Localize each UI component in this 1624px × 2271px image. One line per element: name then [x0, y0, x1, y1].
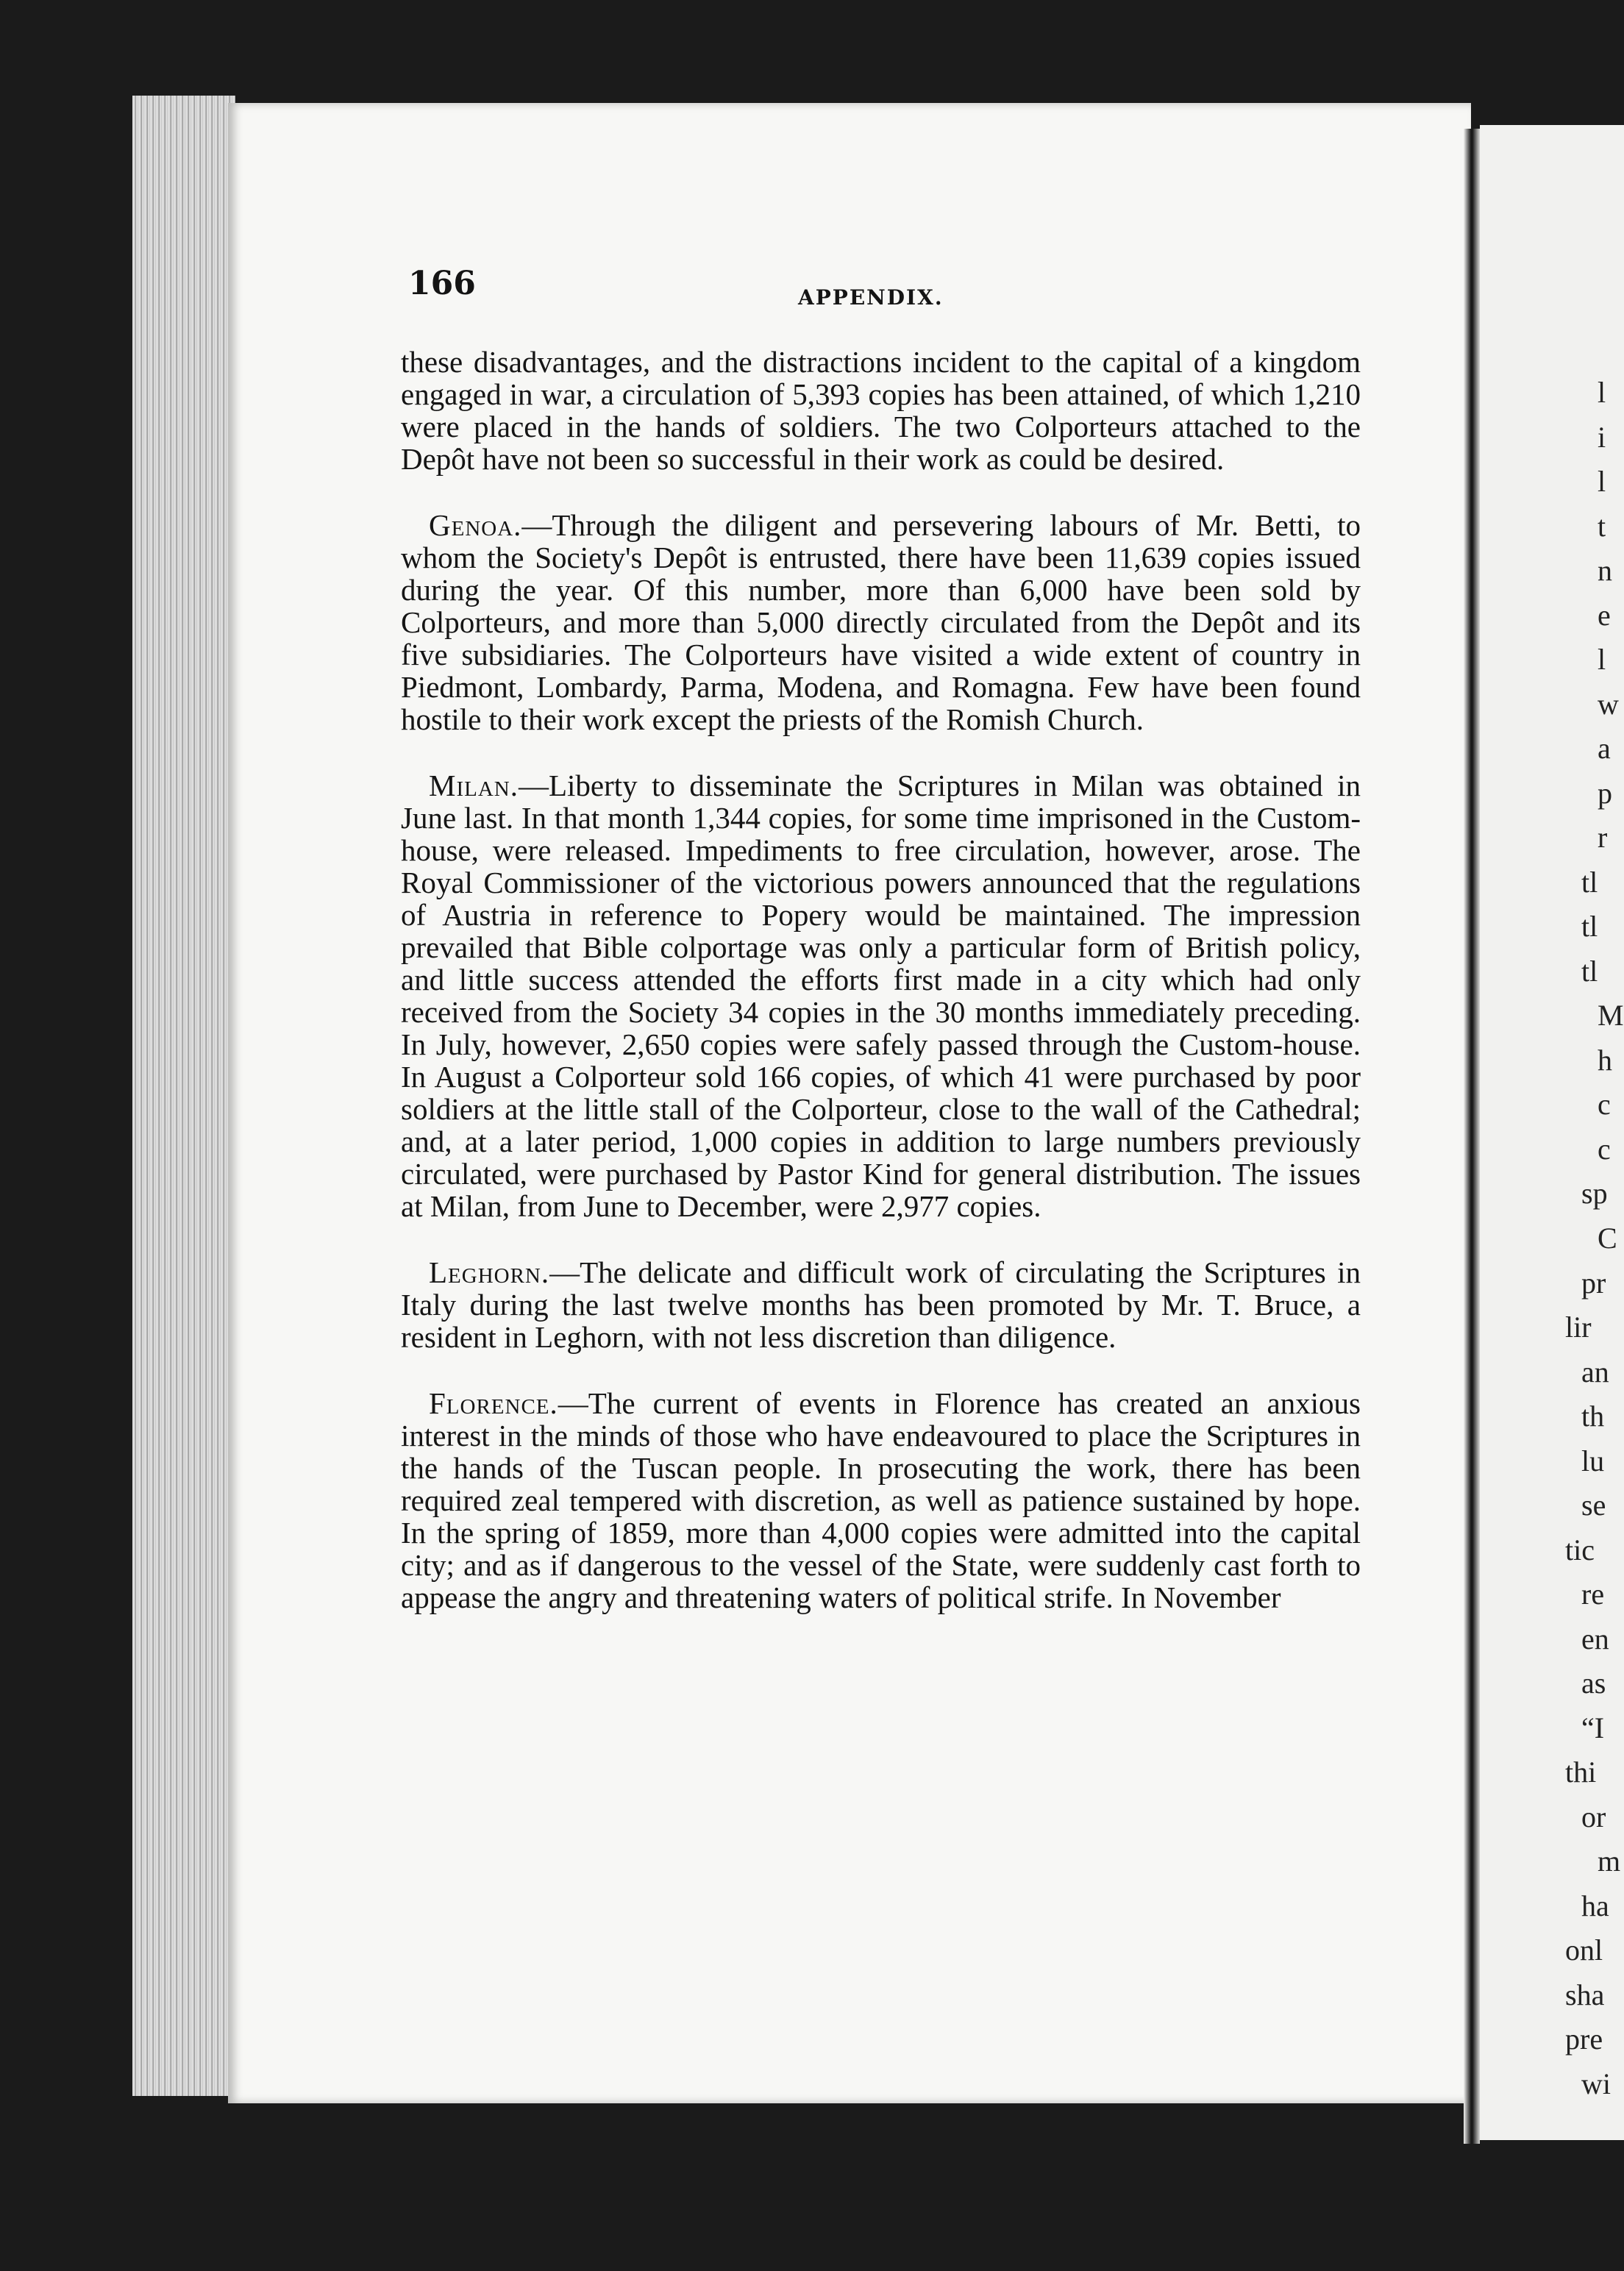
facing-page-fragment: lir: [1565, 1311, 1592, 1344]
facing-page-fragment: l: [1598, 465, 1606, 498]
facing-page-fragment: “I: [1581, 1711, 1605, 1744]
book-gutter: [1464, 129, 1480, 2144]
facing-page-fragment: n: [1598, 554, 1612, 587]
page-stack-edge: [132, 96, 235, 2096]
facing-page-fragment: l: [1598, 376, 1606, 409]
facing-page-fragment: sha: [1565, 1978, 1605, 2011]
facing-page-fragment: onl: [1565, 1933, 1603, 1967]
page-number: 166: [408, 265, 476, 302]
paragraph-text: —Through the diligent and persevering labours of Mr. Betti, to whom the Society's Depôt is entrusted, there have been 11,639 copies issued during the year. Of this number, more than 6,000 have been sold by Colporteurs, and more than 5,000 directly circulated from the Depôt and its five subsidiaries. The Colporteurs have visited a wide extent of country in Piedmont, Lombardy, Parma, Modena, and Romagna. Few have been found hostile to their work except the priests of the Romish Church.: [401, 508, 1361, 736]
facing-page-fragment: c: [1598, 1133, 1611, 1166]
facing-page-fragment: en: [1581, 1622, 1609, 1655]
page-header: [408, 265, 1364, 324]
facing-page-fragment: tic: [1565, 1533, 1595, 1566]
facing-page-fragment: r: [1598, 821, 1608, 854]
facing-page-fragment: tl: [1581, 910, 1598, 943]
paragraph-lead: Genoa.: [429, 508, 522, 542]
facing-page-fragment: p: [1598, 777, 1612, 810]
facing-page-fragment: tl: [1581, 955, 1598, 988]
facing-page-fragment: t: [1598, 510, 1606, 543]
paragraph: [401, 769, 1361, 1222]
running-head: APPENDIX.: [798, 285, 944, 310]
facing-page-fragment: pre: [1565, 2022, 1603, 2056]
facing-page-fragment: th: [1581, 1400, 1605, 1433]
paragraph: [401, 1256, 1361, 1353]
facing-page-fragment: re: [1581, 1577, 1605, 1611]
paragraph-text: these disadvantages, and the distractions incident to the capital of a kingdom engaged in war, a circulation of 5,393 copies has been attained, of which 1,210 were placed in the hands of soldiers. The two Colporteurs attached to the Depôt have not been so successful in their work as could be desired.: [401, 345, 1361, 476]
paragraph: [401, 509, 1361, 735]
facing-page-fragment: or: [1581, 1800, 1606, 1833]
facing-page-fragment: pr: [1581, 1266, 1606, 1300]
facing-page-fragment: i: [1598, 421, 1606, 454]
paragraph-lead: Florence.: [429, 1386, 558, 1420]
paragraph-lead: Leghorn.: [429, 1255, 550, 1289]
body-text: [401, 346, 1361, 1647]
paragraph-text: —The delicate and difficult work of circulating the Scriptures in Italy during the last twelve months has been promoted by Mr. T. Bruce, a resident in Leghorn, with not less discretion than diligence.: [401, 1255, 1361, 1354]
facing-page-fragment: ha: [1581, 1889, 1609, 1922]
facing-page-fragment: M: [1598, 999, 1624, 1032]
facing-page-fragment: w: [1598, 688, 1619, 721]
facing-page-fragment: tl: [1581, 866, 1598, 899]
facing-page-fragment: l: [1598, 643, 1606, 676]
facing-page-fragment: wi: [1581, 2067, 1611, 2100]
facing-page-fragment: an: [1581, 1355, 1609, 1388]
facing-page-fragment: h: [1598, 1044, 1612, 1077]
facing-page-fragment: m: [1598, 1844, 1621, 1878]
facing-page-fragment: e: [1598, 599, 1611, 632]
paragraph-text: —Liberty to disseminate the Scriptures in Milan was obtained in June last. In that month 1,344 copies, for some time imprisoned in the Custom-house, were released. Impediments to free circulation, however, arose. The Royal Commissioner of the victorious powers announced that the regulations of Austria in reference to Popery would be maintained. The impression prevailed that Bible colportage was only a particular form of British policy, and little success attended the efforts first made in a city which had only received from the Society 34 copies in the 30 months immediately preceding. In July, however, 2,650 copies were safely passed through the Custom-house. In August a Colporteur sold 166 copies, of which 41 were purchased by poor soldiers at the little stall of the Colporteur, close to the wall of the Cathedral; and, at a later period, 1,000 copies in addition to large numbers previously circulated, were purchased by Pastor Kind for general distribution. The issues at Milan, from June to December, were 2,977 copies.: [401, 769, 1361, 1223]
paragraph-lead: Milan.: [429, 769, 519, 802]
facing-page-fragment: C: [1598, 1222, 1617, 1255]
facing-page-fragment: as: [1581, 1666, 1606, 1700]
paragraph: [401, 1387, 1361, 1614]
facing-page: [1480, 125, 1624, 2140]
facing-page-fragment: c: [1598, 1088, 1611, 1121]
paragraph: [401, 346, 1361, 475]
facing-page-fragment: se: [1581, 1489, 1606, 1522]
paragraph-text: —The current of events in Florence has created an anxious interest in the minds of those who have endeavoured to place the Scriptures in the hands of the Tuscan people. In prosecuting the work, there has been required zeal tempered with discretion, as well as patience sustained by hope. In the spring of 1859, more than 4,000 copies were admitted into the capital city; and as if dangerous to the vessel of the State, were suddenly cast forth to appease the angry and threatening waters of political strife. In November: [401, 1386, 1361, 1614]
facing-page-fragment: sp: [1581, 1177, 1608, 1210]
facing-page-fragment: thi: [1565, 1755, 1597, 1789]
facing-page-fragment: lu: [1581, 1444, 1605, 1477]
facing-page-fragment: a: [1598, 732, 1611, 765]
